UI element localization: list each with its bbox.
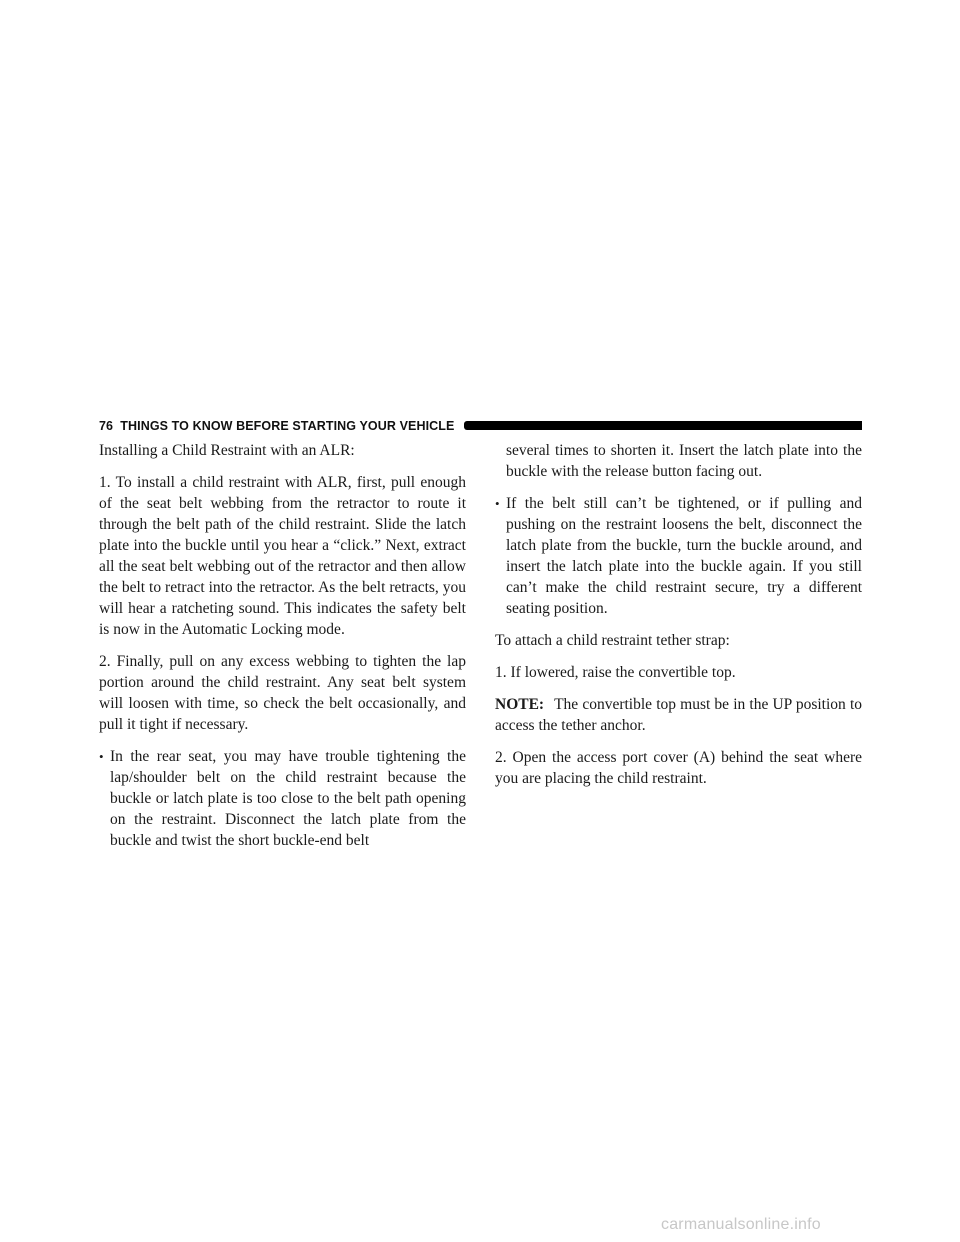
tether-step-1: 1. If lowered, raise the convertible top. bbox=[495, 664, 736, 681]
bullet-item bbox=[495, 493, 862, 619]
alr-heading: Installing a Child Restraint with an ALR: bbox=[99, 442, 355, 459]
note-paragraph bbox=[495, 694, 862, 736]
bullet-icon: • bbox=[99, 749, 104, 764]
rear-seat-bullet-continued: several times to shorten it. Insert the latch plate into the buckle with the release button facing out. bbox=[506, 442, 862, 480]
page-header bbox=[99, 418, 862, 434]
section-title: THINGS TO KNOW BEFORE STARTING YOUR VEHICLE bbox=[120, 419, 455, 433]
note-text: The convertible top must be in the UP position to access the tether anchor. bbox=[495, 696, 862, 734]
note-label: NOTE: bbox=[495, 696, 545, 713]
header-rule bbox=[464, 421, 862, 430]
watermark: carmanualsonline.info bbox=[661, 1216, 821, 1233]
alr-step-1: 1. To install a child restraint with ALR, first, pull enough of the seat belt webbing from the retractor to route it through the belt path of the child restraint. Slide the latch plate into the buckle until you hear a “click.” Next, extract all the seat belt webbing out of the retractor and then allow the belt to retract into the retractor. As the belt retracts, you will hear a ratcheting sound. This indicates the safety belt is now in the Automatic Locking mode. bbox=[99, 474, 466, 638]
rear-seat-bullet-text: In the rear seat, you may have trouble tightening the lap/shoulder belt on the child restraint because the buckle or latch plate is too close to the belt path opening on the restraint. Disconnect the latch plate from the buckle and twist the short buckle-end belt bbox=[110, 748, 466, 849]
left-column bbox=[99, 440, 466, 862]
page-number: 76 bbox=[99, 419, 114, 433]
alr-step-2: 2. Finally, pull on any excess webbing to tighten the lap portion around the child restraint. Any seat belt system will loosen with time, so check the belt occasionally, and pull it tight if necessary. bbox=[99, 653, 466, 733]
tether-heading: To attach a child restraint tether strap: bbox=[495, 632, 730, 649]
header-text bbox=[99, 418, 454, 434]
bullet-item bbox=[99, 746, 466, 851]
bullet-icon: • bbox=[495, 496, 500, 511]
belt-tighten-bullet-text: If the belt still can’t be tightened, or if pulling and pushing on the restraint loosens the belt, disconnect the latch plate from the buckle, turn the buckle around, and insert the latch plate into the buckle again. If you still can’t make the child restraint secure, try a different seating position. bbox=[506, 495, 862, 617]
tether-step-2: 2. Open the access port cover (A) behind the seat where you are placing the child restraint. bbox=[495, 749, 862, 787]
right-column bbox=[495, 440, 862, 800]
